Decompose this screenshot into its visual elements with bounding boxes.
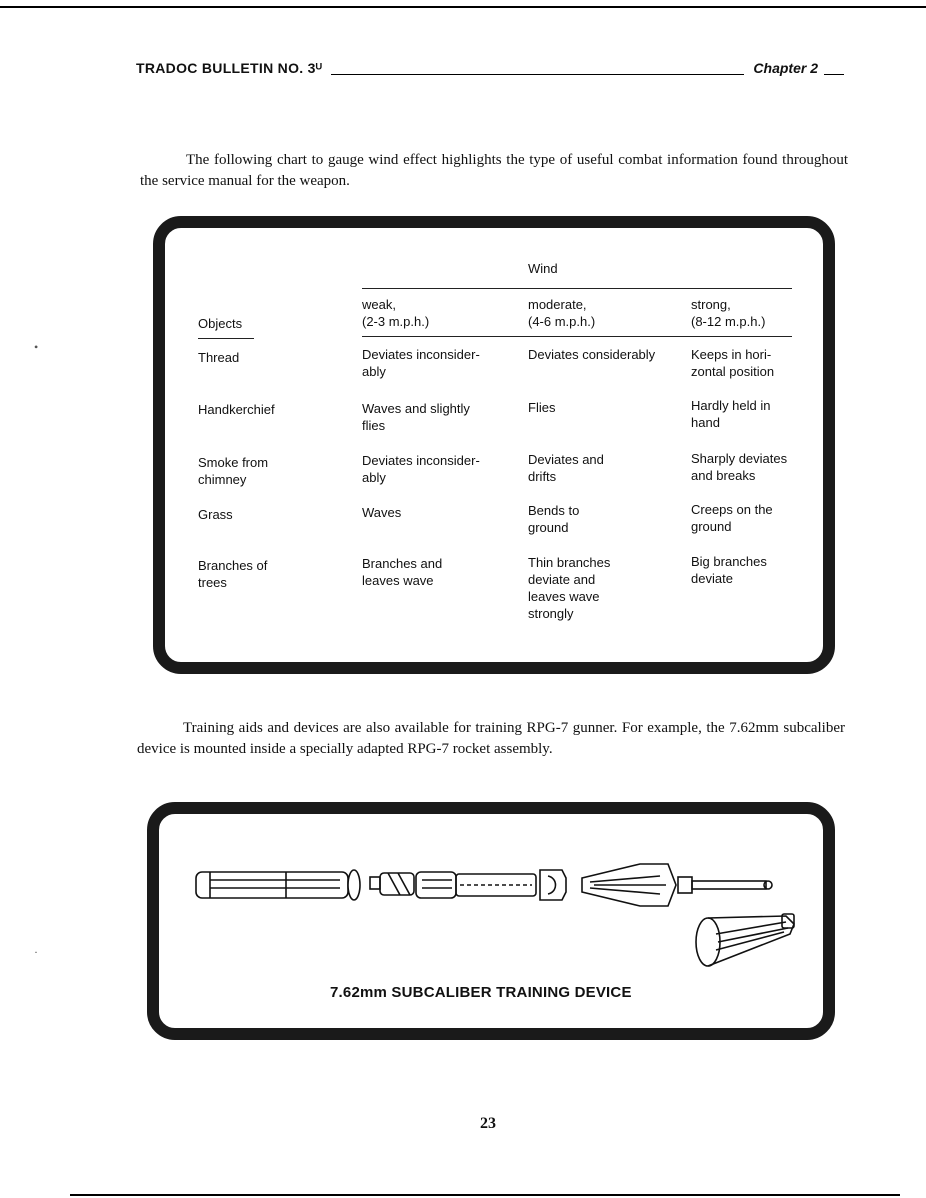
cell-line: Handkerchief: [198, 402, 275, 417]
cell-line: Smoke from: [198, 455, 269, 470]
cell-line: strongly: [528, 606, 574, 621]
cell-line: flies: [362, 418, 386, 433]
table-row-weak: [362, 346, 480, 380]
table-row-weak: [362, 400, 470, 434]
col-moderate-label: moderate,: [528, 297, 587, 312]
bottom-rule: [70, 1194, 900, 1196]
cell-line: Waves and slightly: [362, 401, 470, 416]
cell-line: ground: [691, 519, 732, 534]
cell-line: Hardly held in: [691, 398, 771, 413]
col-strong-header: [691, 296, 765, 330]
col-moderate-speed: (4-6 m.p.h.): [528, 314, 596, 329]
table-row-moderate: [528, 346, 655, 363]
scan-speck: ·: [34, 945, 38, 959]
table-row-object: [198, 506, 233, 523]
cell-line: chimney: [198, 472, 247, 487]
table-row-strong: [691, 501, 773, 535]
running-header: [136, 60, 848, 82]
cell-line: Keeps in hori-: [691, 347, 772, 362]
cell-line: trees: [198, 575, 227, 590]
objects-header: Objects: [198, 316, 243, 331]
table-row-moderate: [528, 554, 610, 622]
cell-line: leaves wave: [362, 573, 434, 588]
cell-line: and breaks: [691, 468, 756, 483]
cell-line: Bends to: [528, 503, 580, 518]
training-paragraph: Training aids and devices are also available for training RPG-7 gunner. For example, the 7.62mm subcaliber device is mounted inside a specially adapted RPG-7 rocket assembly.: [137, 720, 845, 757]
table-row-object: [198, 349, 239, 366]
table-row-object: [198, 401, 275, 418]
cell-line: Deviates and: [528, 452, 604, 467]
col-moderate-header: [528, 296, 595, 330]
cell-line: Deviates considerably: [528, 347, 656, 362]
cell-line: Sharply deviates: [691, 451, 788, 466]
wind-chart-frame: [153, 216, 835, 674]
cell-line: Deviates inconsider-: [362, 347, 480, 362]
cell-line: Waves: [362, 505, 402, 520]
table-row-moderate: [528, 502, 579, 536]
intro-paragraph: The following chart to gauge wind effect highlights the type of useful combat information found throughout the service manual for the weapon.: [140, 152, 848, 189]
table-row-weak: [362, 452, 480, 486]
cell-line: Grass: [198, 507, 233, 522]
barrel-tube: [196, 872, 348, 898]
bulletin-title: TRADOC BULLETIN NO. 3ᵁ: [136, 60, 323, 76]
table-row-strong: [691, 553, 767, 587]
col-weak-label: weak,: [362, 297, 396, 312]
scan-speck: •: [34, 340, 39, 354]
detached-cone-illustration: [690, 908, 800, 968]
page-number: 23: [480, 1115, 496, 1132]
table-row-moderate: [528, 399, 555, 416]
wind-group-header: Wind: [528, 261, 558, 276]
cell-line: deviate and: [528, 572, 596, 587]
col-strong-label: strong,: [691, 297, 731, 312]
cell-line: leaves wave: [528, 589, 600, 604]
column-header-rule: [362, 336, 792, 337]
objects-header-rule: [198, 338, 254, 339]
table-row-strong: [691, 397, 771, 431]
table-row-strong: [691, 346, 774, 380]
cell-line: zontal position: [691, 364, 775, 379]
wind-header-rule: [362, 288, 792, 289]
cell-line: hand: [691, 415, 720, 430]
cell-line: Branches and: [362, 556, 443, 571]
header-rule: [331, 74, 744, 75]
cell-line: ably: [362, 364, 386, 379]
cell-line: Big branches: [691, 554, 767, 569]
cell-line: Deviates inconsider-: [362, 453, 480, 468]
col-strong-speed: (8-12 m.p.h.): [691, 314, 766, 329]
cell-line: Creeps on the: [691, 502, 773, 517]
table-row-object: [198, 454, 268, 488]
chapter-label: Chapter 2: [753, 60, 818, 76]
cell-line: ground: [528, 520, 569, 535]
top-rule: [0, 6, 926, 8]
col-weak-header: [362, 296, 429, 330]
header-tail-rule: [824, 74, 844, 75]
cell-line: Thin branches: [528, 555, 611, 570]
cell-line: Thread: [198, 350, 240, 365]
cell-line: Branches of: [198, 558, 268, 573]
table-row-weak: [362, 555, 442, 589]
cell-line: ably: [362, 470, 386, 485]
table-row-moderate: [528, 451, 604, 485]
col-weak-speed: (2-3 m.p.h.): [362, 314, 430, 329]
figure-caption: 7.62mm SUBCALIBER TRAINING DEVICE: [330, 984, 632, 1001]
cell-line: deviate: [691, 571, 733, 586]
cell-line: Flies: [528, 400, 556, 415]
table-row-object: [198, 557, 267, 591]
cell-line: drifts: [528, 469, 557, 484]
table-row-strong: [691, 450, 787, 484]
table-row-weak: [362, 504, 401, 521]
